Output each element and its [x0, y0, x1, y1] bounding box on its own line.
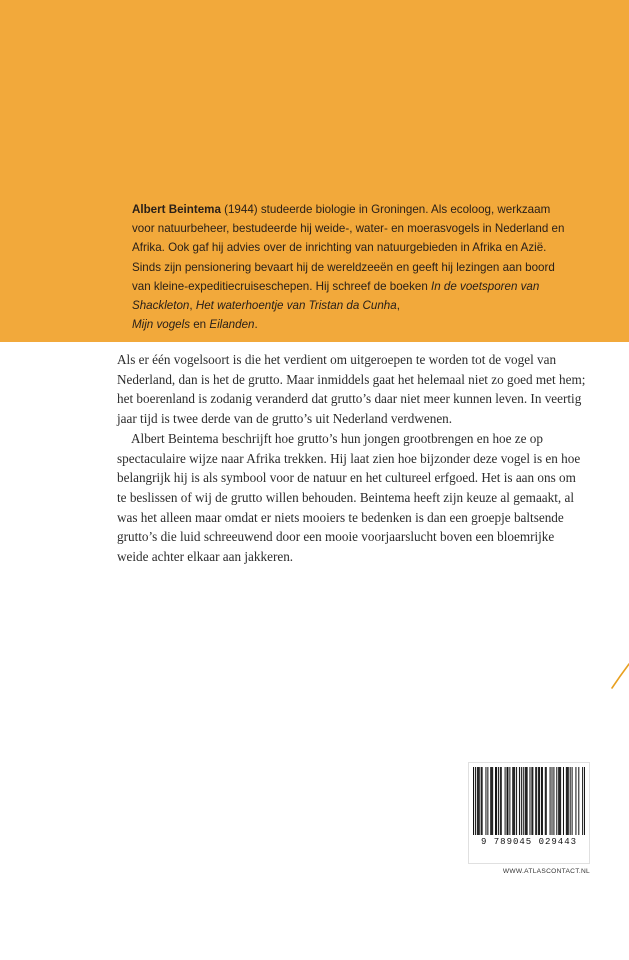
- barcode-bar: [570, 767, 571, 835]
- barcode-bar: [485, 767, 486, 835]
- isbn-number: 9 789045 029443: [480, 837, 577, 847]
- barcode-bar: [568, 767, 569, 835]
- barcode-bar: [560, 767, 561, 835]
- barcode-bar: [575, 767, 576, 835]
- barcode-bar: [519, 767, 520, 835]
- barcode-bar: [513, 767, 514, 835]
- barcode-bar: [567, 767, 568, 835]
- barcode-bar: [553, 767, 554, 835]
- barcode-bar: [500, 767, 501, 835]
- barcode-bar: [478, 767, 479, 835]
- back-cover-blurb: [117, 350, 587, 567]
- barcode-bar: [487, 767, 488, 835]
- accent-stroke-icon: [610, 662, 629, 692]
- barcode-bar: [566, 767, 567, 835]
- author-name: Albert Beintema: [132, 203, 221, 216]
- barcode-bar: [516, 767, 517, 835]
- barcode-bar: [491, 767, 492, 835]
- barcode-bar: [512, 767, 513, 835]
- barcode-bar: [501, 767, 502, 835]
- bio-text: (1944) studeerde biologie in Groningen. Als ecoloog, werkzaam voor natuurbeheer, bestudeerde hij weide-, water- en moerasvogels in Nederland en Afrika. Ook gaf hij advies over de inrichting van natuurgebieden in Afrika en Azië. Sinds zijn pensionering bevaart hij de wereldzeeën en geeft hij lezingen aan boord van kleine-expeditiecruiseschepen. Hij schreef de boeken: [132, 203, 565, 293]
- barcode-bar: [545, 767, 546, 835]
- barcode-bar: [541, 767, 542, 835]
- barcode-bar: [514, 767, 515, 835]
- bio-sep-2: ,: [396, 299, 400, 313]
- barcode-bar: [525, 767, 526, 835]
- publisher-url: WWW.ATLASCONTACT.NL: [502, 868, 590, 875]
- barcode-bar: [584, 767, 585, 835]
- barcode-bar: [535, 767, 536, 835]
- barcode-bar: [473, 767, 474, 835]
- book-title-3: Mijn vogels: [132, 318, 190, 332]
- barcode-bar: [542, 767, 543, 835]
- barcode-bar: [536, 767, 537, 835]
- barcode-bar: [550, 767, 551, 835]
- bio-end: .: [254, 318, 258, 332]
- book-title-1: In de voetsporen van Shackleton: [132, 279, 540, 313]
- book-title-2: Het waterhoentje van Tristan da Cunha: [195, 299, 397, 313]
- barcode-bar: [546, 767, 547, 835]
- barcode-bar: [481, 767, 482, 835]
- barcode-bar: [477, 767, 478, 835]
- blurb-paragraph-1: Als er één vogelsoort is die het verdient om uitgeroepen te worden tot de vogel van Nederland, dan is het de grutto. Maar inmiddels gaat het helemaal niet zo goed met hem; het boerenland is zodanig veranderd dat grutto’s daar niet meer kunnen leven. In veertig jaar tijd is twee derde van de grutto’s uit Nederland verdwenen.: [117, 352, 586, 427]
- barcode-bar: [559, 767, 560, 835]
- barcode-bar: [526, 767, 527, 835]
- isbn-barcode: [468, 762, 590, 864]
- barcode-bar: [539, 767, 540, 835]
- barcode-bar: [558, 767, 559, 835]
- barcode-bar: [551, 767, 552, 835]
- bio-sep-1: ,: [189, 299, 196, 313]
- barcode-bar: [563, 767, 564, 835]
- barcode-bar: [529, 767, 530, 835]
- barcode-bar: [498, 767, 499, 835]
- barcode-bar: [527, 767, 528, 835]
- barcode-bar: [496, 767, 497, 835]
- barcode-bar: [482, 767, 483, 835]
- barcode-bars: [473, 767, 585, 835]
- barcode-bar: [492, 767, 493, 835]
- barcode-bar: [505, 767, 506, 835]
- barcode-bar: [507, 767, 508, 835]
- barcode-bar: [523, 767, 524, 835]
- bio-sep-3: en: [190, 318, 210, 332]
- barcode-bar: [531, 767, 532, 835]
- barcode-bar: [495, 767, 496, 835]
- blurb-paragraph-2: Albert Beintema beschrijft hoe grutto’s hun jongen grootbrengen en hoe ze op spectaculaire wijze naar Afrika trekken. Hij laat zien hoe bijzonder deze vogel is en hoe belangrijk hij is als symbool voor de natuur en het cultureel erfgoed. Het is aan ons om te beslissen of wij de grutto willen behouden. Beintema heeft zijn keuze al gemaakt, al was het alleen maar omdat er niets mooiers te bedenken is dan een groepje baltsende grutto’s die luid schreeuwend door een mooie voorjaarslucht boven een bloemrijke weide achter elkaar aan jakkeren.: [117, 430, 581, 565]
- author-bio: [132, 200, 572, 334]
- barcode-bar: [507, 767, 508, 835]
- barcode-bar: [490, 767, 491, 835]
- barcode-bar: [572, 767, 573, 835]
- barcode-bar: [532, 767, 533, 835]
- barcode-bar: [582, 767, 583, 835]
- barcode-bar: [479, 767, 480, 835]
- barcode-bar: [538, 767, 539, 835]
- barcode-bar: [556, 767, 557, 835]
- barcode-bar: [521, 767, 522, 835]
- book-title-4: Eilanden: [209, 318, 255, 332]
- barcode-bar: [509, 767, 510, 835]
- barcode-bar: [475, 767, 476, 835]
- barcode-bar: [578, 767, 579, 835]
